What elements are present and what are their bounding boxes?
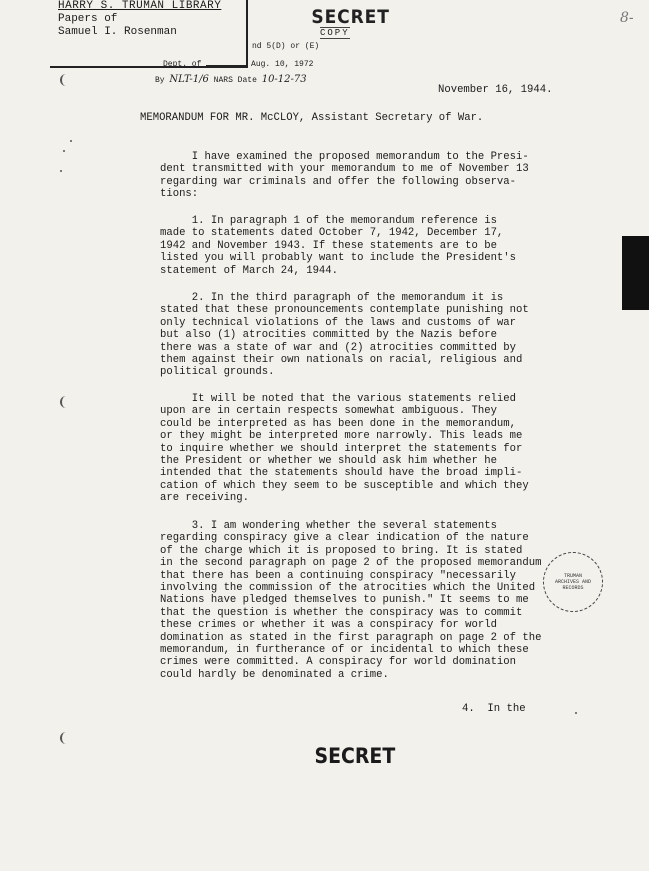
declassification-dept-date: Aug. 10, 1972 — [251, 60, 314, 69]
archives-seal — [543, 552, 603, 612]
declassification-date-label: NARS Date — [213, 76, 257, 85]
handwritten-page-mark: 8- — [620, 10, 634, 26]
paragraph-1: 1. In paragraph 1 of the memorandum reference is made to statements dated October 7, 1942, December 17, 1942 and November 1943. If these statements are to be listed you will probably want to include the President's statement of March 24, 1944. — [160, 215, 517, 277]
declassification-dept-line — [163, 60, 313, 69]
declassification-by-label: By — [155, 76, 165, 85]
paper-speck — [60, 170, 62, 172]
library-name: HARRY S. TRUMAN LIBRARY — [58, 0, 222, 12]
seal-line-2: ARCHIVES AND — [554, 579, 591, 585]
memo-heading: MEMORANDUM FOR MR. McCLOY, Assistant Secretary of War. — [140, 112, 484, 124]
paragraph-intro: I have examined the proposed memorandum to the Presi- dent transmitted with your memorandum to me of November 13 regarding war criminals and offer the following observa- tions: — [160, 151, 529, 201]
paper-speck — [575, 712, 577, 714]
seal-line-1: TRUMAN — [563, 573, 582, 579]
continuation-line: 4. In the — [462, 703, 526, 715]
binding-hole-mark — [60, 396, 72, 408]
paragraph-3: 3. I am wondering whether the several statements regarding conspiracy give a clear indication of the nature of the charge which it is proposed to bring. It is stated in the second paragraph on page 2 of the proposed memorandum that there has been a continuing conspiracy "necessarily involving the commission of the atrocities which the United Nations have pledged themselves to punish." It seems to me that the question is whether the conspiracy was to commit these crimes or whether it was a conspiracy for world domination as stated in the first paragraph on page 2 of the memorandum, in furtherance of or incidental to which these crimes were committed. A conspiracy for world domination could hardly be denominated a crime. — [160, 520, 542, 681]
seal-line-3: RECORDS — [562, 585, 584, 591]
black-edge-tab — [622, 236, 649, 310]
memo-date: November 16, 1944. — [438, 84, 553, 96]
paragraph-ambiguity: It will be noted that the various statements relied upon are in certain respects somewhat ambiguous. They could be interpreted as has been done in the memorandum, or they might be interpreted more narrowly. This leads me to inquire whether we should interpret the statements for the President or whether we should ask him whether he intended that the statements should have the broad impli- cation of which they seem to be susceptible and which they are receiving. — [160, 393, 529, 505]
paragraph-2: 2. In the third paragraph of the memorandum it is stated that these pronouncements contemplate punishing not only technical violations of the laws and customs of war but also (1) atrocities committed by the Nazis before there was a state of war and (2) atrocities committed by them against their own nationals on racial, religious and political grounds. — [160, 292, 529, 379]
collection-name: Samuel I. Rosenman — [58, 26, 177, 38]
declassification-date: 10-12-73 — [261, 74, 307, 85]
redaction-strike — [206, 65, 246, 66]
copy-stamp: COPY — [320, 28, 350, 38]
declassification-authority: nd 5(D) or (E) — [252, 42, 320, 51]
paper-speck — [63, 150, 65, 152]
declassification-dept-label: Dept. of — [163, 60, 202, 69]
library-stamp-box — [50, 0, 248, 68]
paper-speck — [70, 140, 72, 142]
binding-hole-mark — [60, 732, 72, 744]
secret-stamp-bottom: SECRET — [314, 744, 396, 768]
secret-stamp-top: SECRET — [311, 6, 390, 28]
binding-hole-mark — [60, 74, 72, 86]
declassification-signoff-line — [155, 74, 307, 85]
papers-of-label: Papers of — [58, 13, 118, 25]
declassification-initials: NLT-1/6 — [169, 74, 209, 85]
